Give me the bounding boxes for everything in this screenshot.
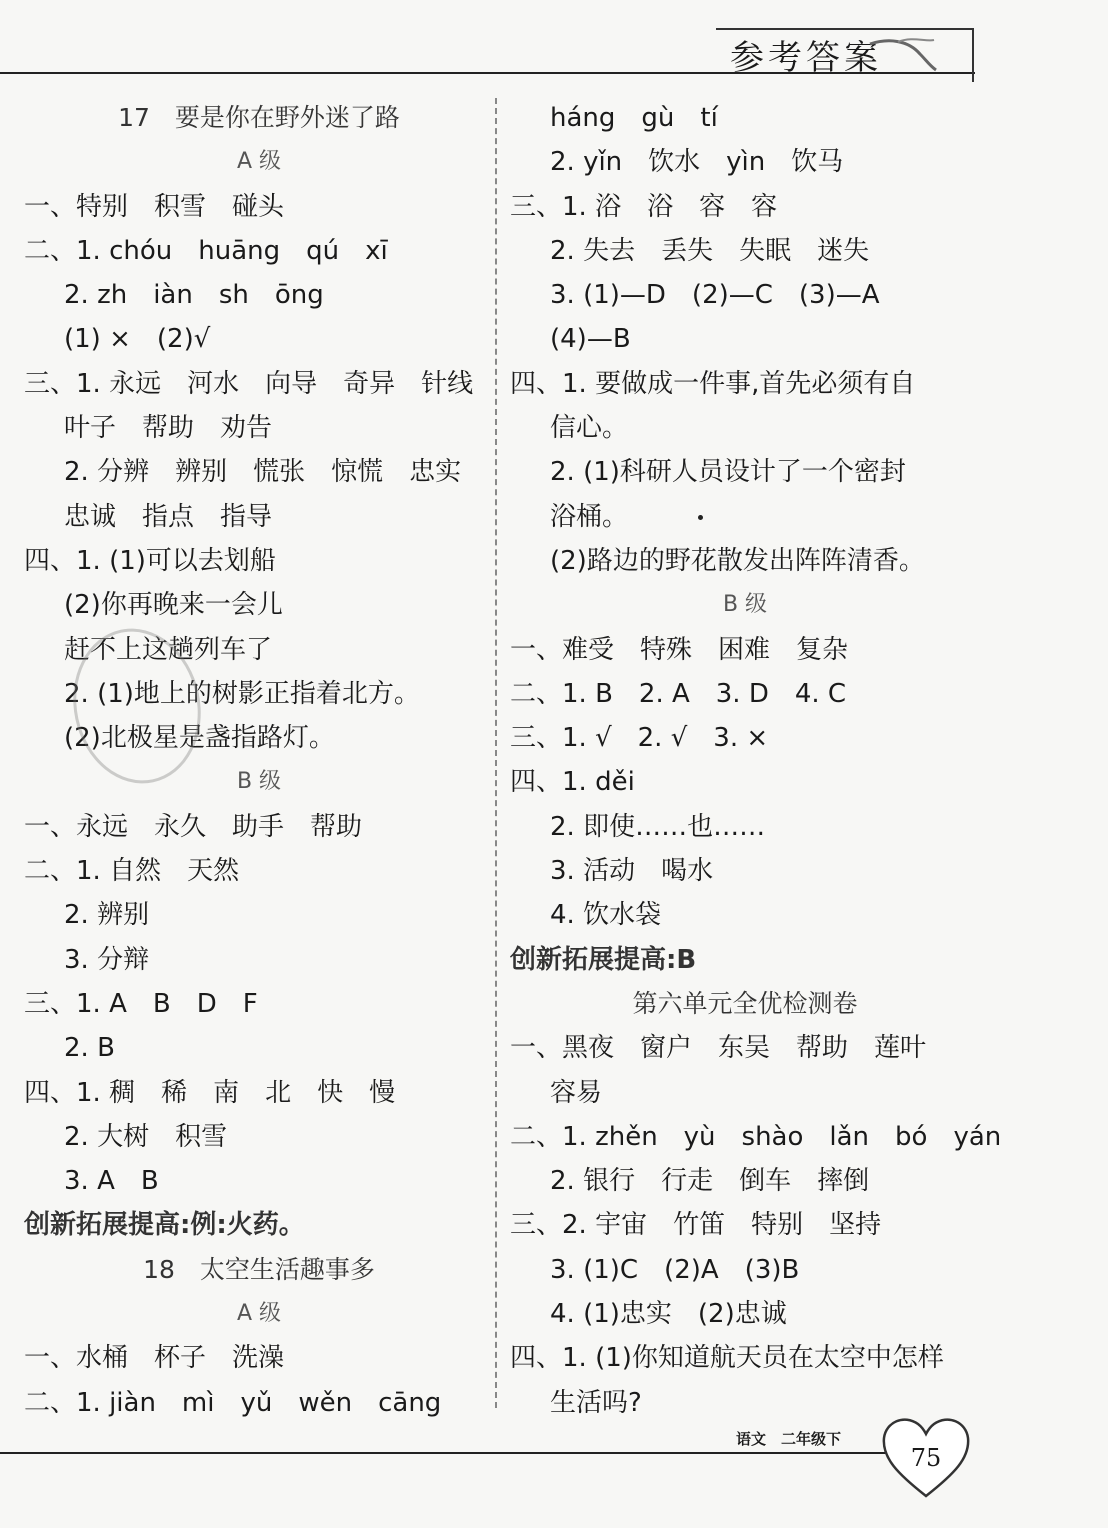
answer-line: 浴桶。 bbox=[550, 501, 629, 532]
answer-line: (2)你再晚来一会儿 bbox=[64, 590, 283, 621]
answer-line: 二、1. chóu huāng qú xī bbox=[24, 235, 388, 266]
answer-line: 2. yǐn 饮水 yìn 饮马 bbox=[550, 147, 844, 178]
answer-line: 4. 饮水袋 bbox=[550, 900, 662, 931]
answer-line: 3. 活动 喝水 bbox=[550, 856, 714, 887]
answer-line: 一、特别 积雪 碰头 bbox=[24, 191, 285, 222]
level-heading: A 级 bbox=[236, 149, 282, 175]
unit-test-title: 第六单元全优检测卷 bbox=[632, 988, 858, 1018]
level-heading: A 级 bbox=[236, 1301, 282, 1327]
answer-line: 三、1. 浴 浴 容 容 bbox=[510, 191, 778, 222]
answer-line: (1) × (2)√ bbox=[64, 324, 211, 355]
answer-line: 四、1. (1)你知道航天员在太空中怎样 bbox=[510, 1343, 944, 1374]
answer-line: 一、难受 特殊 困难 复杂 bbox=[510, 634, 849, 665]
column-divider bbox=[495, 98, 497, 1408]
page-header-title: 参考答案 bbox=[730, 38, 882, 78]
answer-line: 二、1. jiàn mì yǔ wěn cāng bbox=[24, 1387, 442, 1418]
answer-line: háng gù tí bbox=[550, 103, 718, 133]
answer-line: 3. 分辩 bbox=[64, 944, 150, 975]
answer-line: 3. (1)—D (2)—C (3)—A bbox=[550, 280, 880, 311]
answer-line: 三、1. √ 2. √ 3. × bbox=[510, 723, 769, 754]
extension-answer: 创新拓展提高:例:火药。 bbox=[24, 1210, 305, 1241]
answer-line: 三、1. A B D F bbox=[24, 988, 258, 1019]
answer-line: (2)路边的野花散发出阵阵清香。 bbox=[550, 545, 925, 576]
answer-line: 四、1. děi bbox=[510, 767, 635, 798]
lesson-title: 18 太空生活趣事多 bbox=[143, 1254, 375, 1284]
answer-line: 2. 分辨 辨别 慌张 惊慌 忠实 bbox=[64, 457, 462, 488]
answer-line: 二、1. zhěn yù shào lǎn bó yán bbox=[510, 1121, 1002, 1152]
answer-line: 生活吗? bbox=[550, 1387, 642, 1418]
answer-line: 一、水桶 杯子 洗澡 bbox=[24, 1343, 285, 1374]
answer-line: 二、1. 自然 天然 bbox=[24, 856, 240, 887]
answer-line: 2. 辨别 bbox=[64, 900, 150, 931]
footer-subject: 语文 二年级下 bbox=[736, 1430, 842, 1448]
left-column bbox=[24, 96, 494, 1425]
answer-line: 三、1. 永远 河水 向导 奇异 针线 bbox=[24, 368, 474, 399]
answer-line: 叶子 帮助 劝告 bbox=[64, 413, 273, 444]
answer-line: 四、1. 要做成一件事,首先必须有自 bbox=[510, 368, 916, 399]
answer-line: (4)—B bbox=[550, 324, 631, 355]
answer-line: 2. 即使……也…… bbox=[550, 811, 766, 842]
answer-line: 二、1. B 2. A 3. D 4. C bbox=[510, 678, 847, 709]
answer-line: 3. (1)C (2)A (3)B bbox=[550, 1254, 800, 1285]
answer-line: 赶不上这趟列车了 bbox=[64, 634, 273, 665]
answer-line: 三、2. 宇宙 竹笛 特别 坚持 bbox=[510, 1210, 882, 1241]
right-column bbox=[510, 96, 1002, 1425]
answer-line: 3. A B bbox=[64, 1166, 159, 1197]
answer-line: 2. zh iàn sh ōng bbox=[64, 280, 324, 311]
footer-rule bbox=[0, 1452, 890, 1454]
answer-line: 2. B bbox=[64, 1033, 115, 1064]
answer-line: 4. (1)忠实 (2)忠诚 bbox=[550, 1299, 787, 1330]
answer-line: 容易 bbox=[550, 1077, 603, 1108]
stray-dot bbox=[698, 515, 703, 520]
answer-line: 忠诚 指点 指导 bbox=[64, 501, 273, 532]
answer-line: 一、永远 永久 助手 帮助 bbox=[24, 811, 363, 842]
answer-line: 2. 失去 丢失 失眠 迷失 bbox=[550, 235, 870, 266]
answer-line: 信心。 bbox=[550, 413, 629, 444]
answer-line: 2. 银行 行走 倒车 摔倒 bbox=[550, 1166, 870, 1197]
answer-line: 四、1. (1)可以去划船 bbox=[24, 545, 276, 576]
level-heading: B 级 bbox=[722, 592, 768, 618]
lesson-title: 17 要是你在野外迷了路 bbox=[118, 103, 400, 132]
page-number: 75 bbox=[910, 1444, 942, 1472]
answer-line: 2. (1)科研人员设计了一个密封 bbox=[550, 457, 906, 488]
answer-line: 一、黑夜 窗户 东吴 帮助 莲叶 bbox=[510, 1033, 927, 1064]
extension-answer: 创新拓展提高:B bbox=[510, 944, 697, 975]
answer-line: 2. (1)地上的树影正指着北方。 bbox=[64, 678, 420, 709]
answer-line: 2. 大树 积雪 bbox=[64, 1121, 228, 1152]
answer-line: (2)北极星是盏指路灯。 bbox=[64, 723, 335, 754]
level-heading: B 级 bbox=[236, 769, 282, 795]
swoosh-decoration-icon bbox=[868, 36, 938, 72]
answer-line: 四、1. 稠 稀 南 北 快 慢 bbox=[24, 1077, 396, 1108]
